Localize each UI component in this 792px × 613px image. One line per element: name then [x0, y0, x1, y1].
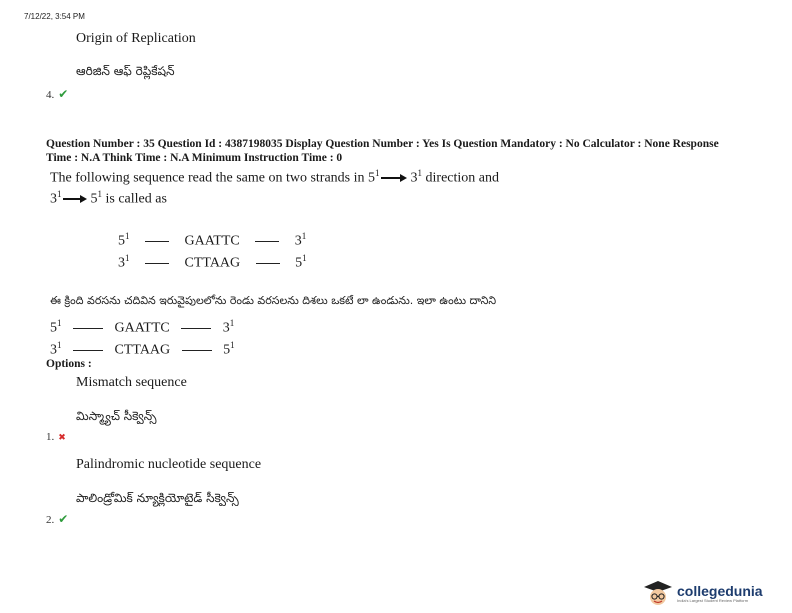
- sequence-text: GAATTC: [114, 320, 170, 336]
- prime-superscript: 1: [125, 231, 130, 241]
- print-timestamp: 7/12/22, 3:54 PM: [24, 12, 85, 21]
- bond-dash: [181, 328, 211, 329]
- prime-superscript: 1: [375, 168, 380, 178]
- prime-superscript: 1: [301, 231, 307, 241]
- collegedunia-logo: [642, 578, 763, 608]
- prev-option-marker: [46, 85, 68, 103]
- bond-dash: [145, 263, 169, 264]
- prime-label: 3: [294, 233, 302, 249]
- option-1-marker: [46, 427, 66, 445]
- arrow-right-icon: [63, 195, 87, 203]
- question-text-b: 3: [410, 170, 418, 186]
- sequence-text: GAATTC: [184, 233, 240, 249]
- prime-label: 5: [50, 320, 57, 336]
- prime-label: 3: [118, 255, 125, 271]
- logo-brand: collegedunia: [677, 582, 763, 599]
- prime-superscript: 1: [57, 318, 62, 328]
- option-2-marker: [46, 510, 68, 528]
- question-text-d: 3: [50, 191, 57, 207]
- question-text-e: 5: [90, 191, 98, 207]
- option-1-telugu[interactable]: మిస్మ్యాచ్ సీక్వెన్స్: [76, 409, 157, 423]
- prime-superscript: 1: [57, 340, 62, 350]
- question-text-telugu: ఈ క్రింది వరసను చదివిన ఇరువైపులలోను రెండు వరసలను దిశలు ఒకటే లా ఉండును. ఇలా ఉంటు దానిని: [50, 294, 497, 307]
- prime-superscript: 1: [57, 189, 62, 199]
- prime-superscript: 1: [229, 318, 235, 328]
- prime-superscript: 1: [125, 253, 130, 263]
- question-meta-line1: Question Number : 35 Question Id : 4387198035 Display Question Number : Yes Is Question Mandatory : No Calculator : None Response: [46, 138, 719, 150]
- prime-label: 3: [222, 320, 230, 336]
- bond-dash: [255, 241, 279, 242]
- bond-dash: [256, 263, 280, 264]
- bond-dash: [73, 350, 103, 351]
- sequence-row-top-telugu: [50, 318, 234, 337]
- prime-label: 5: [118, 233, 125, 249]
- check-icon: ✔: [58, 87, 69, 101]
- sequence-row-bottom: [118, 253, 307, 272]
- logo-tagline: India's Largest Student Review Platform: [677, 597, 749, 603]
- option-2-english[interactable]: Palindromic nucleotide sequence: [76, 457, 262, 472]
- question-text-c: direction and: [425, 170, 500, 186]
- arrow-right-icon: [381, 174, 407, 182]
- graduate-mascot-icon: [642, 578, 674, 608]
- bond-dash: [145, 241, 169, 242]
- sequence-row-bottom-telugu: [50, 340, 235, 359]
- option-1-english[interactable]: Mismatch sequence: [76, 375, 187, 390]
- prime-label: 3: [50, 342, 57, 358]
- question-meta-line2: Time : N.A Think Time : N.A Minimum Instruction Time : 0: [46, 152, 343, 164]
- option-2-number: 2.: [46, 514, 55, 526]
- logo-text-block: [677, 584, 763, 603]
- sequence-row-top: [118, 231, 306, 250]
- prime-superscript: 1: [230, 340, 235, 350]
- cross-icon: ✖: [58, 433, 66, 443]
- prime-superscript: 1: [417, 168, 423, 178]
- prev-option-number: 4.: [46, 89, 55, 101]
- bond-dash: [73, 328, 103, 329]
- question-text-f: is called as: [105, 191, 167, 207]
- question-text-line2: [50, 189, 167, 208]
- prime-label: 5: [223, 342, 231, 358]
- prime-label: 5: [295, 255, 303, 271]
- options-label: Options :: [46, 358, 92, 370]
- prev-option-telugu: ఆరిజిన్ ఆఫ్ రెప్లికేషన్: [76, 64, 175, 78]
- option-1-number: 1.: [46, 431, 55, 443]
- question-meta: [46, 137, 719, 165]
- check-icon: ✔: [58, 512, 69, 526]
- prev-option-english: Origin of Replication: [76, 31, 196, 46]
- option-2-telugu[interactable]: పాలిండ్రోమిక్ న్యూక్లియోటైడ్ సీక్వెన్స్: [76, 491, 239, 505]
- question-text-line1: [50, 168, 499, 187]
- question-text-a: The following sequence read the same on two strands in 5: [50, 170, 376, 186]
- prime-superscript: 1: [97, 189, 102, 199]
- sequence-text: CTTAAG: [184, 255, 241, 271]
- sequence-text: CTTAAG: [114, 342, 171, 358]
- prime-superscript: 1: [302, 253, 307, 263]
- bond-dash: [182, 350, 212, 351]
